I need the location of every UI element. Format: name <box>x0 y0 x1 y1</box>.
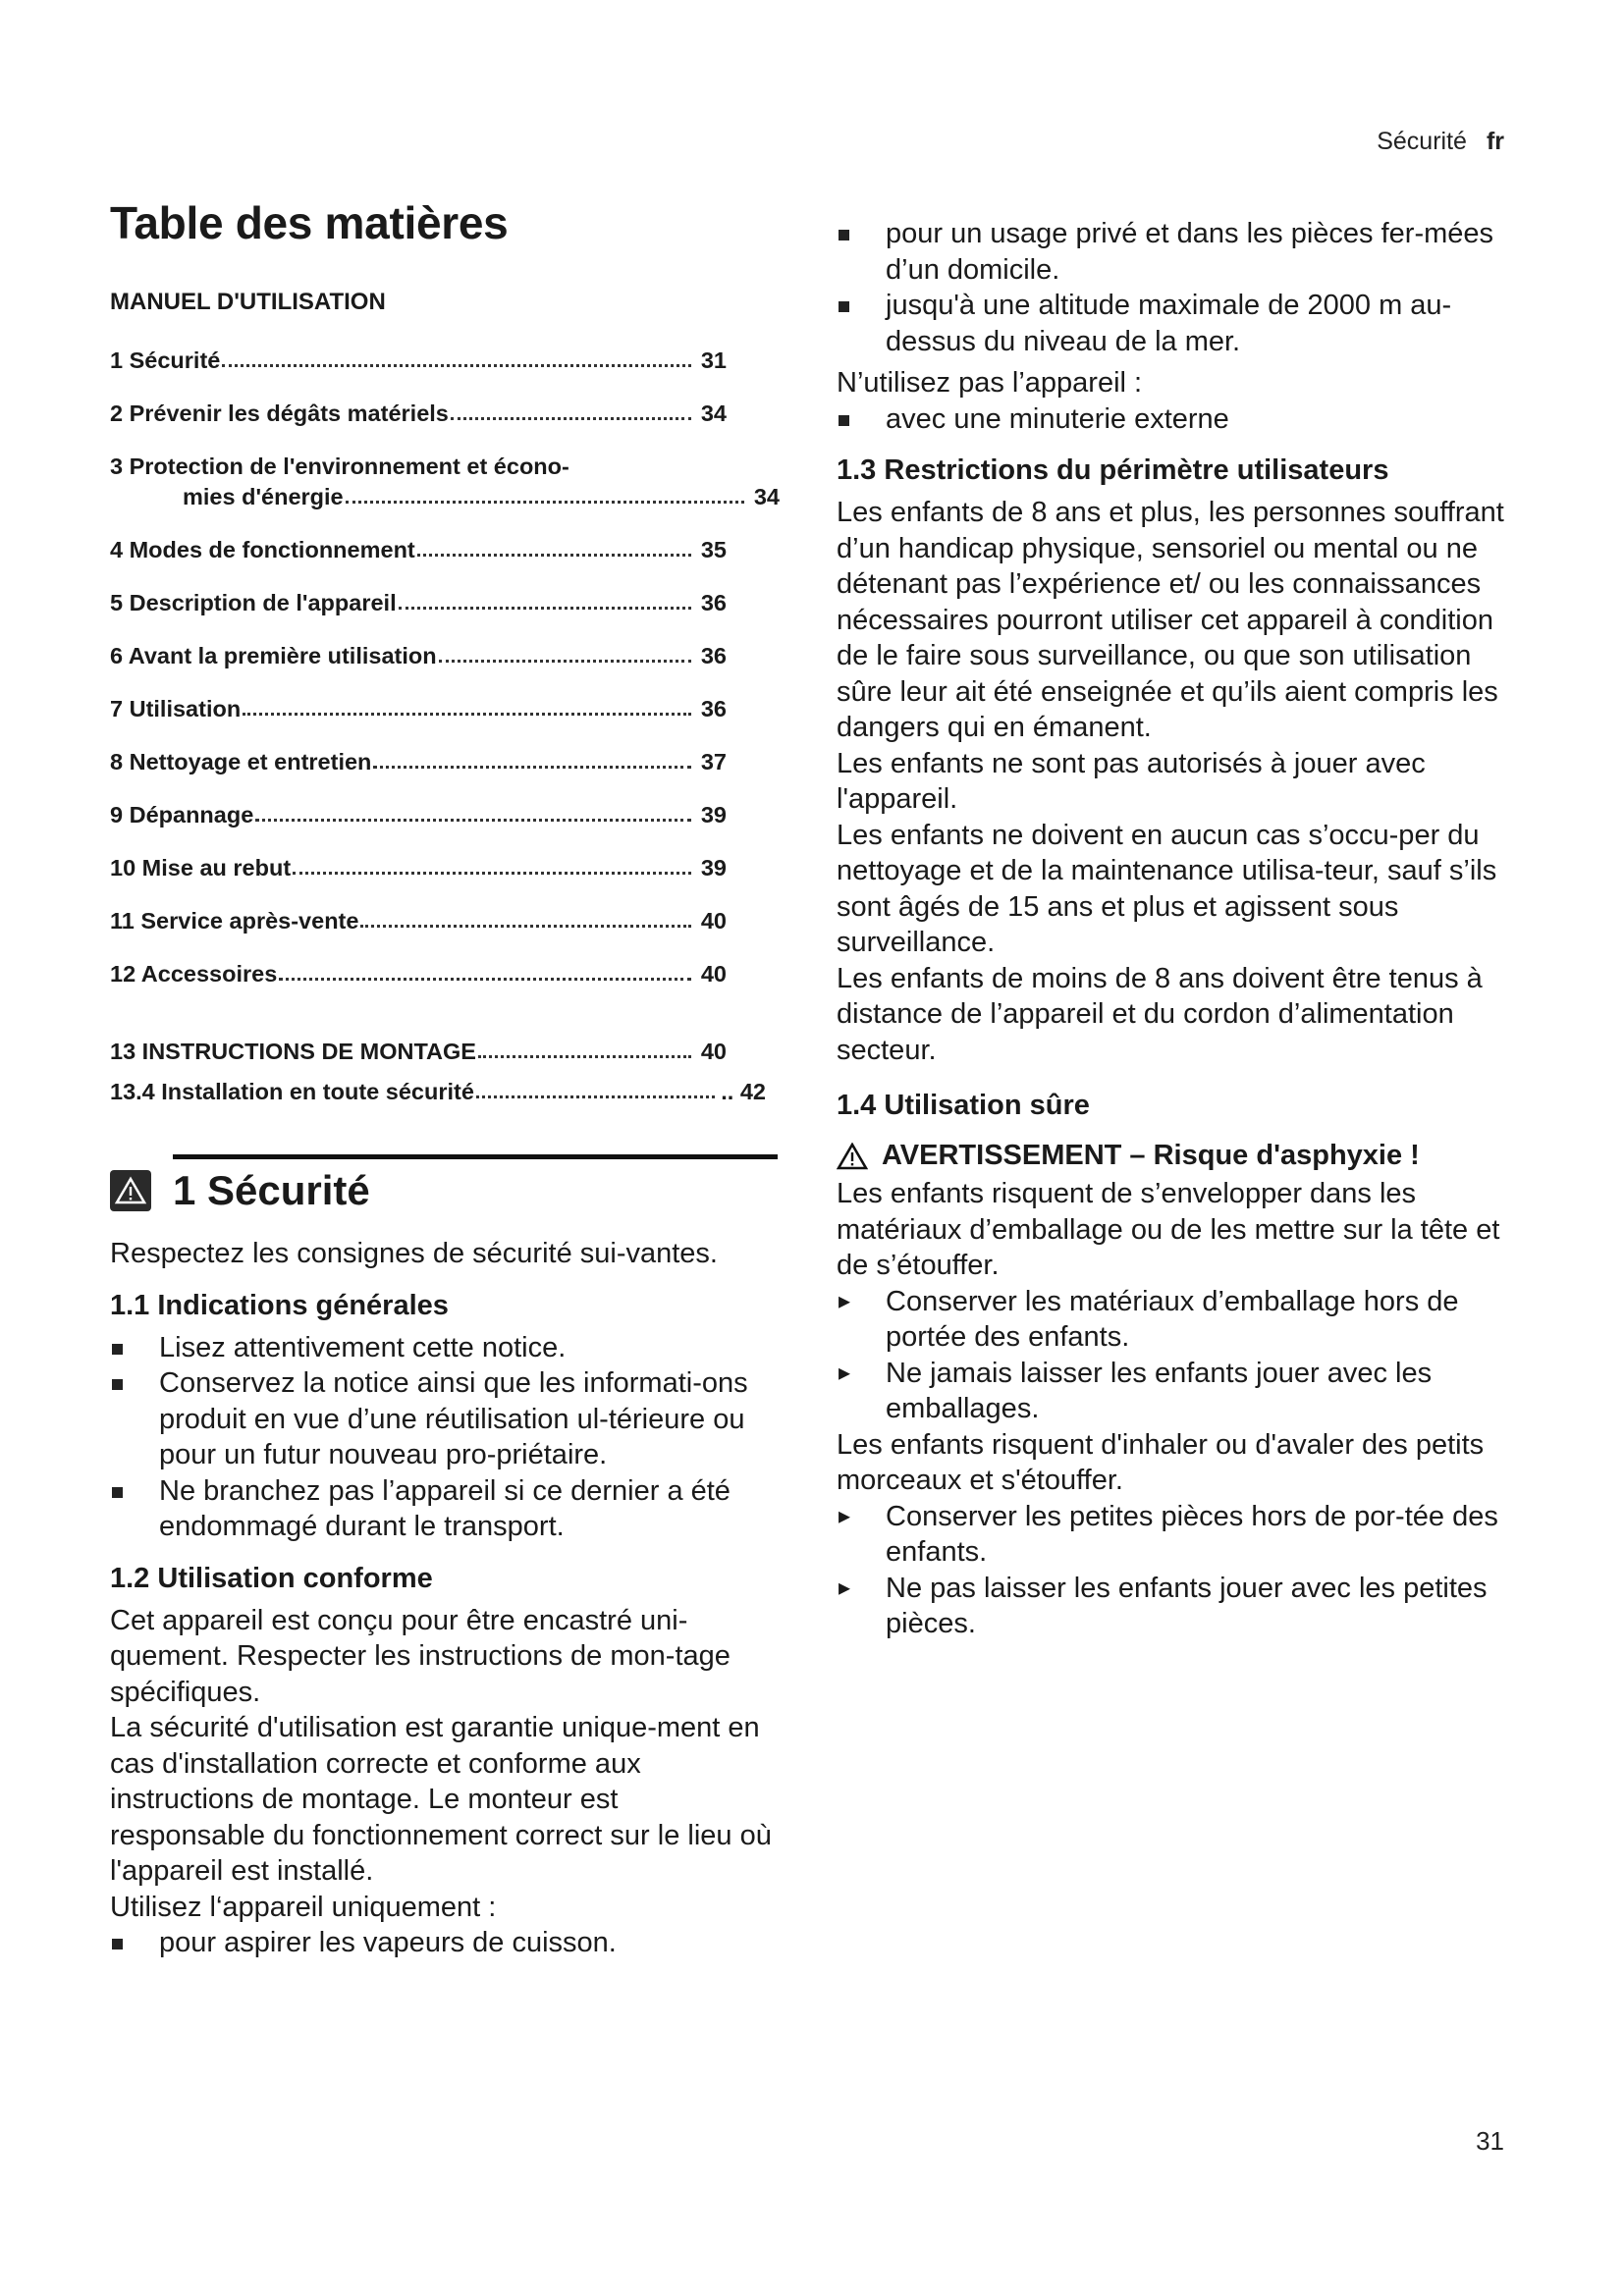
toc-entry-page: 39 <box>700 802 727 828</box>
paragraph: Utilisez l‘appareil uniquement : <box>110 1891 497 1923</box>
paragraph: Les enfants ne sont pas autorisés à jouer avec l'appareil. <box>837 747 1426 815</box>
not-usage-list <box>837 401 1514 438</box>
toc-entry[interactable] <box>110 802 727 828</box>
usage-list <box>110 1925 778 1961</box>
paragraph: Les enfants risquent d'inhaler ou d'avaler des petits morceaux et s'étouffer. <box>837 1428 1485 1496</box>
toc-leader <box>399 590 691 610</box>
paragraph: Les enfants risquent de s’envelopper dans les matériaux d’emballage ou de les mettre sur la tête et de s’étouffer. <box>837 1178 1500 1281</box>
toc-entry-label: 3 Protection de l'environnement et écono- <box>110 454 569 479</box>
list-item: Lisez attentivement cette notice. <box>110 1330 778 1366</box>
chapter-intro: Respectez les consignes de sécurité sui-vantes. <box>110 1238 718 1269</box>
toc-entry-label: 5 Description de l'appareil <box>110 590 397 615</box>
warning-text: AVERTISSEMENT – Risque d'asphyxie ! <box>882 1140 1420 1171</box>
toc-entry-page: 31 <box>700 347 727 373</box>
toc-leader <box>222 347 691 367</box>
section-heading-1-4: 1.4 Utilisation sûre <box>837 1090 1090 1121</box>
toc-entry-label: 10 Mise au rebut <box>110 855 292 881</box>
toc-entry-page: 39 <box>700 855 727 881</box>
header-language: fr <box>1486 128 1504 155</box>
list-item: pour aspirer les vapeurs de cuisson. <box>110 1925 778 1961</box>
toc-leader <box>255 802 691 822</box>
section-heading-1-2: 1.2 Utilisation conforme <box>110 1562 433 1594</box>
section-heading-1-1: 1.1 Indications générales <box>110 1289 449 1321</box>
general-indications-list <box>110 1330 778 1545</box>
toc-entry-label: 12 Accessoires <box>110 961 278 987</box>
toc-entry-label: 8 Nettoyage et entretien <box>110 749 372 774</box>
section-heading-1-3: 1.3 Restrictions du périmètre utilisateurs <box>837 454 1389 486</box>
toc-leader <box>293 855 691 875</box>
toc-leader <box>451 400 691 420</box>
toc-entry-label: 4 Modes de fonctionnement <box>110 537 415 562</box>
toc-leader <box>346 484 744 504</box>
toc-leader <box>243 696 691 716</box>
toc-subtitle: MANUEL D'UTILISATION <box>110 289 386 315</box>
running-header <box>1377 128 1504 156</box>
toc-entry-page: 36 <box>700 590 727 615</box>
toc-entry-label: 1 Sécurité <box>110 347 221 373</box>
toc-entry-page: 34 <box>753 484 780 509</box>
toc-entry[interactable] <box>110 643 727 669</box>
right-column <box>837 216 1514 1642</box>
toc-entry-page: 34 <box>700 400 727 426</box>
step-item: ▸ Conserver les petites pièces hors de por-tée des enfants. <box>837 1499 1514 1571</box>
toc-leader <box>476 1079 715 1098</box>
toc-entry[interactable] <box>110 1079 766 1105</box>
list-item: Conservez la notice ainsi que les informati-ons produit en vue d’une réutilisation ul-térieure ou pour un futur nouveau pro-priétaire. <box>110 1365 778 1473</box>
toc-leader <box>478 1039 691 1058</box>
toc-leader <box>373 749 691 769</box>
toc-leader <box>439 643 691 663</box>
header-section: Sécurité <box>1377 128 1467 155</box>
step-item: ▸ Ne jamais laisser les enfants jouer avec les emballages. <box>837 1356 1514 1427</box>
chapter-heading <box>110 1154 778 1214</box>
toc-entry[interactable] <box>110 590 727 616</box>
toc-entry[interactable] <box>110 855 727 881</box>
toc-leader <box>279 961 691 981</box>
toc-leader <box>417 537 691 557</box>
list-item: Ne branchez pas l’appareil si ce dernier a été endommagé durant le transport. <box>110 1473 778 1545</box>
paragraph: Les enfants de moins de 8 ans doivent être tenus à distance de l’appareil et du cordon d’alimentation secteur. <box>837 962 1483 1066</box>
toc-entry-page: .. 42 <box>721 1079 766 1104</box>
toc-entry[interactable] <box>110 1039 727 1065</box>
toc-leader <box>360 908 691 928</box>
toc-entry-label-cont: mies d'énergie <box>183 484 344 509</box>
toc-entry-label: 6 Avant la première utilisation <box>110 643 437 668</box>
toc-entry-label: 11 Service après-vente <box>110 908 359 934</box>
toc-entry-page: 36 <box>700 643 727 668</box>
toc-entry-page: 36 <box>700 696 727 721</box>
paragraph: Cet appareil est conçu pour être encastré uni-quement. Respecter les instructions de mon-tage spécifiques. <box>110 1604 731 1708</box>
step-item: ▸ Ne pas laisser les enfants jouer avec les petites pièces. <box>837 1571 1514 1642</box>
steps-list <box>837 1284 1514 1427</box>
toc-entry[interactable] <box>110 696 727 722</box>
toc-entry-label: 13.4 Installation en toute sécurité <box>110 1079 474 1104</box>
toc-entry-label: 7 Utilisation <box>110 696 242 721</box>
list-item: pour un usage privé et dans les pièces fer-mées d’un domicile. <box>837 216 1514 288</box>
warning-triangle-icon <box>837 1143 868 1170</box>
toc-entry-page: 37 <box>700 749 727 774</box>
page-number: 31 <box>1476 2126 1504 2156</box>
left-column <box>110 196 778 1961</box>
toc-entry-page: 40 <box>700 1039 727 1064</box>
toc-entry[interactable] <box>110 347 727 374</box>
toc-entry-page: 40 <box>700 908 727 934</box>
paragraph: Les enfants de 8 ans et plus, les personnes souffrant d’un handicap physique, sensoriel ou mental ou ne détenant pas l’expérience et/ ou les connaissances nécessaires pourront utiliser cet appareil à condition de le faire sous surveillance, ou que son utilisation sûre leur ait été enseignée et qu’ils aient compris les dangers qui en émanent. <box>837 497 1504 743</box>
paragraph: Les enfants ne doivent en aucun cas s’occu-per du nettoyage et de la maintenance utilisa-teur, sauf s’ils sont âgés de 15 ans et plus et agissent sous surveillance. <box>837 819 1497 958</box>
toc-entry[interactable] <box>110 537 727 563</box>
toc-title: Table des matières <box>110 197 509 248</box>
toc-entry[interactable] <box>110 454 780 510</box>
toc-entry[interactable] <box>110 961 727 988</box>
toc-entry-page: 35 <box>700 537 727 562</box>
toc-entry-label: 13 INSTRUCTIONS DE MONTAGE <box>110 1039 476 1064</box>
list-item: jusqu'à une altitude maximale de 2000 m au-dessus du niveau de la mer. <box>837 288 1514 359</box>
toc-entry[interactable] <box>110 400 727 427</box>
step-item: ▸ Conserver les matériaux d’emballage hors de portée des enfants. <box>837 1284 1514 1356</box>
paragraph: N’utilisez pas l’appareil : <box>837 367 1143 399</box>
warning-heading <box>837 1140 1514 1172</box>
toc-entry[interactable] <box>110 749 727 775</box>
toc-entry[interactable] <box>110 908 727 934</box>
chapter-title: 1 Sécurité <box>173 1167 370 1213</box>
usage-list-continued <box>837 216 1514 359</box>
toc-entry-label: 2 Prévenir les dégâts matériels <box>110 400 449 426</box>
list-item: avec une minuterie externe <box>837 401 1514 438</box>
toc-entry-label: 9 Dépannage <box>110 802 254 828</box>
toc-entry-page: 40 <box>700 961 727 987</box>
warning-icon <box>110 1170 151 1211</box>
paragraph: La sécurité d'utilisation est garantie unique-ment en cas d'installation correcte et conforme aux instructions de montage. Le monteur est responsable du fonctionnement correct sur le lieu où l'appareil est installé. <box>110 1712 772 1887</box>
steps-list <box>837 1499 1514 1642</box>
